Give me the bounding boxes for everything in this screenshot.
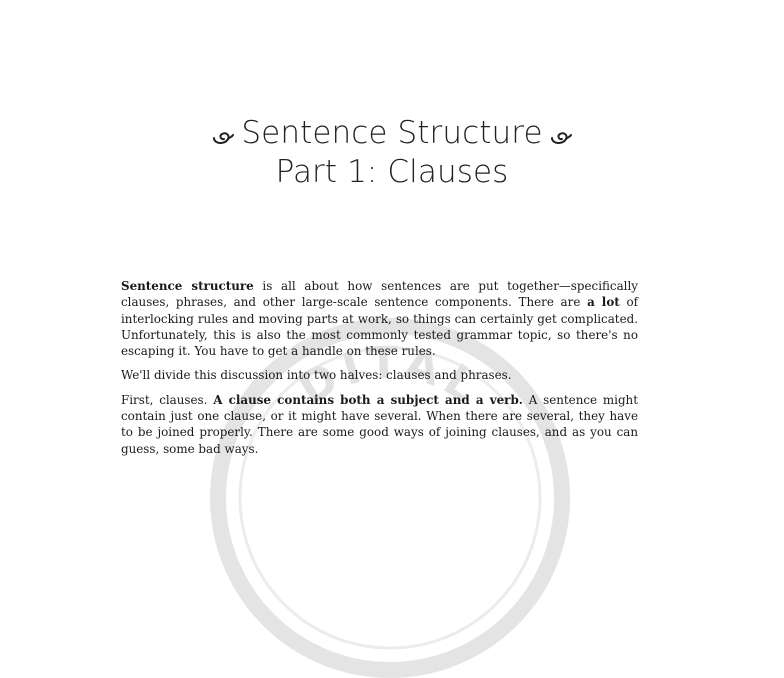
paragraph-text: is all about how sentences are put together—specifically clauses, phrases, and other large-scale sentence components. There are <box>121 279 639 310</box>
paragraph-text: of interlocking rules and moving parts at work, so things can certainly get complicated. Unfortunately, this is also the most commonly tested grammar topic, so there's no escaping it. You have to get a handle on these rules. <box>121 295 639 359</box>
emphasis-a-lot: a lot <box>587 295 620 310</box>
clause-definition: A clause contains both a subject and a verb. <box>213 392 523 407</box>
chapter-heading <box>0 114 784 192</box>
swirl-icon <box>211 128 235 146</box>
heading-line-2: Part 1: Clauses <box>275 154 509 190</box>
body-text <box>121 278 638 465</box>
paragraph-text: We'll divide this discussion into two halves: clauses and phrases. <box>121 368 512 383</box>
paragraph-1 <box>121 278 638 359</box>
paragraph-text: A sentence might contain just one clause, or it might have several. When there are several, they have to be joined properly. There are some good ways of joining clauses, and as you can guess, some bad ways. <box>121 392 638 456</box>
heading-line-1 <box>0 114 784 153</box>
paragraph-3 <box>121 392 638 457</box>
watermark-text-path: DITAL <box>289 337 492 416</box>
paragraph-text: First, clauses. <box>121 392 214 407</box>
heading-title: Sentence Structure <box>241 115 543 151</box>
swirl-icon <box>549 128 573 146</box>
paragraph-2 <box>121 367 638 383</box>
term-sentence-structure: Sentence structure <box>121 279 254 293</box>
